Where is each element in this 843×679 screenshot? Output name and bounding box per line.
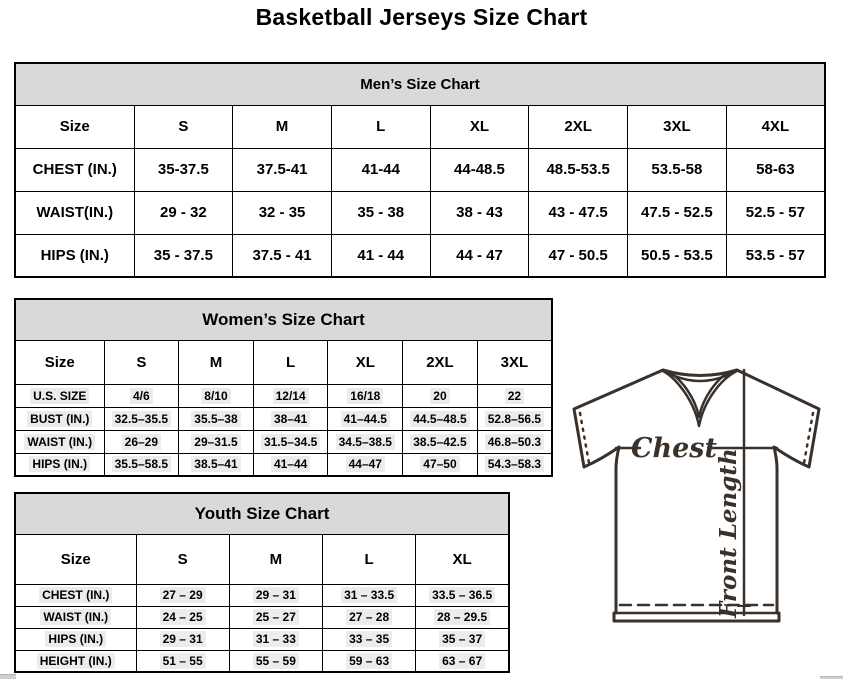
youth-row-label-text: WAIST (IN.) bbox=[40, 609, 111, 625]
mens-value-cell bbox=[233, 234, 332, 277]
womens-column-header: 2XL bbox=[403, 340, 478, 384]
mens-data-row bbox=[15, 234, 825, 277]
womens-value-cell bbox=[104, 407, 179, 430]
womens-row-label bbox=[15, 384, 104, 407]
womens-value-text: 34.5–38.5 bbox=[336, 434, 395, 450]
youth-value-text: 29 – 31 bbox=[253, 587, 299, 603]
womens-row-label bbox=[15, 407, 104, 430]
mens-row-label bbox=[15, 234, 134, 277]
womens-band-row bbox=[15, 299, 552, 340]
youth-column-header: M bbox=[229, 534, 322, 584]
mens-value-cell bbox=[430, 191, 529, 234]
mens-value-cell bbox=[529, 148, 628, 191]
womens-value-cell bbox=[179, 430, 254, 453]
mens-value-text: 44-48.5 bbox=[454, 161, 505, 178]
mens-value-text: 53.5 - 57 bbox=[745, 246, 805, 264]
womens-value-cell bbox=[328, 430, 403, 453]
womens-column-header: S bbox=[104, 340, 179, 384]
mens-value-text: 50.5 - 53.5 bbox=[641, 246, 713, 264]
mens-value-cell bbox=[134, 191, 233, 234]
youth-data-row bbox=[15, 628, 509, 650]
chest-label: Chest bbox=[631, 433, 717, 464]
youth-value-text: 55 – 59 bbox=[253, 653, 299, 669]
youth-value-cell bbox=[416, 650, 509, 672]
mens-band-row bbox=[15, 63, 825, 105]
youth-value-cell bbox=[229, 584, 322, 606]
womens-value-cell bbox=[477, 453, 552, 476]
youth-data-row bbox=[15, 606, 509, 628]
mens-value-text: 38 - 43 bbox=[456, 204, 503, 221]
jersey-measurement-diagram bbox=[556, 362, 832, 628]
youth-value-text: 31 – 33 bbox=[253, 631, 299, 647]
womens-value-cell bbox=[104, 384, 179, 407]
womens-value-text: 29–31.5 bbox=[191, 434, 240, 450]
womens-value-text: 47–50 bbox=[420, 456, 459, 472]
mens-value-cell bbox=[726, 191, 825, 234]
womens-data-row bbox=[15, 384, 552, 407]
mens-value-text: 52.5 - 57 bbox=[745, 204, 805, 221]
mens-value-text: 32 - 35 bbox=[258, 204, 306, 221]
youth-value-cell bbox=[229, 606, 322, 628]
mens-row-label-text: CHEST (IN.) bbox=[32, 161, 117, 178]
womens-value-cell bbox=[403, 453, 478, 476]
youth-value-text: 35 – 37 bbox=[439, 631, 485, 647]
womens-value-text: 44.5–48.5 bbox=[410, 411, 469, 427]
womens-value-cell bbox=[179, 453, 254, 476]
mens-value-cell bbox=[233, 148, 332, 191]
mens-value-text: 35 - 37.5 bbox=[153, 246, 213, 264]
mens-value-cell bbox=[628, 234, 727, 277]
youth-row-label bbox=[15, 584, 136, 606]
womens-column-header: Size bbox=[15, 340, 104, 384]
youth-column-header-row bbox=[15, 534, 509, 584]
mens-value-text: 35-37.5 bbox=[157, 161, 209, 178]
mens-column-header: 2XL bbox=[529, 105, 628, 148]
mens-row-label-text: WAIST(IN.) bbox=[36, 204, 114, 221]
womens-column-header: XL bbox=[328, 340, 403, 384]
jersey-collar-inner-v bbox=[669, 372, 729, 417]
mens-value-cell bbox=[628, 148, 727, 191]
youth-value-text: 24 – 25 bbox=[160, 609, 206, 625]
mens-column-header: L bbox=[331, 105, 430, 148]
womens-value-cell bbox=[253, 430, 328, 453]
womens-column-header-row bbox=[15, 340, 552, 384]
mens-value-cell bbox=[430, 234, 529, 277]
womens-value-cell bbox=[477, 430, 552, 453]
womens-column-header: L bbox=[253, 340, 328, 384]
mens-value-cell bbox=[529, 191, 628, 234]
youth-value-text: 27 – 29 bbox=[160, 587, 206, 603]
youth-value-text: 33 – 35 bbox=[346, 631, 392, 647]
womens-value-text: 44–47 bbox=[346, 456, 385, 472]
womens-column-header: M bbox=[179, 340, 254, 384]
mens-column-header: XL bbox=[430, 105, 529, 148]
youth-value-cell bbox=[136, 628, 229, 650]
womens-value-text: 22 bbox=[505, 388, 524, 404]
youth-value-text: 29 – 31 bbox=[160, 631, 206, 647]
youth-value-cell bbox=[229, 650, 322, 672]
youth-value-cell bbox=[323, 606, 416, 628]
mens-column-header: 3XL bbox=[628, 105, 727, 148]
womens-value-text: 41–44 bbox=[271, 456, 310, 472]
womens-value-text: 41–44.5 bbox=[341, 411, 390, 427]
youth-value-text: 51 – 55 bbox=[160, 653, 206, 669]
mens-value-text: 41-44 bbox=[361, 161, 400, 178]
youth-column-header: L bbox=[323, 534, 416, 584]
womens-value-cell bbox=[328, 407, 403, 430]
youth-value-cell bbox=[416, 584, 509, 606]
mens-value-text: 41 - 44 bbox=[357, 246, 405, 264]
youth-chart-title: Youth Size Chart bbox=[15, 493, 509, 534]
mens-data-row bbox=[15, 148, 825, 191]
youth-value-cell bbox=[416, 606, 509, 628]
womens-value-cell bbox=[253, 384, 328, 407]
womens-chart-title: Women’s Size Chart bbox=[15, 299, 552, 340]
youth-value-cell bbox=[136, 650, 229, 672]
mens-row-label bbox=[15, 191, 134, 234]
youth-value-cell bbox=[323, 584, 416, 606]
mens-value-text: 37.5 - 41 bbox=[252, 246, 312, 264]
mens-value-text: 43 - 47.5 bbox=[548, 204, 608, 221]
womens-value-cell bbox=[403, 430, 478, 453]
youth-value-cell bbox=[229, 628, 322, 650]
womens-value-text: 46.8–50.3 bbox=[485, 434, 544, 450]
youth-row-label-text: HEIGHT (IN.) bbox=[37, 653, 115, 669]
womens-size-chart-table bbox=[14, 298, 553, 477]
mens-value-cell bbox=[726, 148, 825, 191]
womens-value-cell bbox=[328, 384, 403, 407]
mens-column-header: S bbox=[134, 105, 233, 148]
mens-row-label bbox=[15, 148, 134, 191]
womens-row-label-text: WAIST (IN.) bbox=[24, 434, 95, 450]
mens-value-text: 47.5 - 52.5 bbox=[641, 204, 713, 221]
youth-value-text: 59 – 63 bbox=[346, 653, 392, 669]
mens-column-header-row bbox=[15, 105, 825, 148]
womens-value-text: 38–41 bbox=[271, 411, 310, 427]
womens-value-text: 26–29 bbox=[122, 434, 161, 450]
mens-value-text: 44 - 47 bbox=[456, 246, 503, 264]
mens-value-text: 58-63 bbox=[756, 161, 795, 178]
womens-value-cell bbox=[179, 407, 254, 430]
womens-row-label-text: BUST (IN.) bbox=[27, 411, 92, 427]
mens-value-text: 48.5-53.5 bbox=[546, 161, 610, 178]
youth-value-text: 33.5 – 36.5 bbox=[429, 587, 495, 603]
mens-value-cell bbox=[233, 191, 332, 234]
womens-row-label bbox=[15, 430, 104, 453]
mens-value-cell bbox=[134, 148, 233, 191]
mens-value-cell bbox=[134, 234, 233, 277]
womens-value-cell bbox=[403, 384, 478, 407]
youth-value-cell bbox=[136, 584, 229, 606]
womens-value-cell bbox=[104, 430, 179, 453]
womens-value-text: 8/10 bbox=[201, 388, 230, 404]
womens-value-text: 4/6 bbox=[130, 388, 153, 404]
womens-data-row bbox=[15, 453, 552, 476]
youth-row-label-text: HIPS (IN.) bbox=[45, 631, 106, 647]
youth-size-chart-table bbox=[14, 492, 510, 673]
mens-value-text: 47 - 50.5 bbox=[548, 246, 608, 264]
mens-value-text: 29 - 32 bbox=[160, 204, 207, 221]
mens-data-row bbox=[15, 191, 825, 234]
youth-value-text: 63 – 67 bbox=[439, 653, 485, 669]
youth-value-cell bbox=[136, 606, 229, 628]
mens-column-header: M bbox=[233, 105, 332, 148]
youth-value-text: 27 – 28 bbox=[346, 609, 392, 625]
mens-value-cell bbox=[726, 234, 825, 277]
youth-column-header: S bbox=[136, 534, 229, 584]
youth-column-header: Size bbox=[15, 534, 136, 584]
mens-value-cell bbox=[430, 148, 529, 191]
mens-value-text: 37.5-41 bbox=[256, 161, 308, 178]
youth-value-cell bbox=[323, 628, 416, 650]
womens-value-text: 32.5–35.5 bbox=[112, 411, 171, 427]
womens-value-cell bbox=[477, 384, 552, 407]
womens-value-cell bbox=[253, 453, 328, 476]
scrollbar-fragment-left bbox=[0, 674, 16, 679]
mens-size-chart-table bbox=[14, 62, 826, 278]
womens-value-cell bbox=[477, 407, 552, 430]
youth-row-label bbox=[15, 650, 136, 672]
youth-row-label bbox=[15, 628, 136, 650]
womens-value-text: 12/14 bbox=[273, 388, 309, 404]
youth-row-label-text: CHEST (IN.) bbox=[39, 587, 112, 603]
womens-value-text: 38.5–41 bbox=[191, 456, 240, 472]
youth-row-label bbox=[15, 606, 136, 628]
womens-value-cell bbox=[104, 453, 179, 476]
womens-row-label bbox=[15, 453, 104, 476]
mens-value-text: 35 - 38 bbox=[357, 204, 405, 221]
mens-value-cell bbox=[529, 234, 628, 277]
womens-column-header: 3XL bbox=[477, 340, 552, 384]
mens-value-cell bbox=[628, 191, 727, 234]
womens-row-label-text: U.S. SIZE bbox=[30, 388, 89, 404]
womens-row-label-text: HIPS (IN.) bbox=[29, 456, 90, 472]
womens-value-cell bbox=[403, 407, 478, 430]
youth-band-row bbox=[15, 493, 509, 534]
womens-value-cell bbox=[253, 407, 328, 430]
youth-value-text: 25 – 27 bbox=[253, 609, 299, 625]
womens-value-cell bbox=[328, 453, 403, 476]
mens-column-header: 4XL bbox=[726, 105, 825, 148]
womens-data-row bbox=[15, 407, 552, 430]
womens-value-cell bbox=[179, 384, 254, 407]
womens-data-row bbox=[15, 430, 552, 453]
mens-row-label-text: HIPS (IN.) bbox=[40, 246, 109, 264]
mens-value-cell bbox=[331, 234, 430, 277]
womens-value-text: 54.3–58.3 bbox=[485, 456, 544, 472]
mens-chart-title: Men’s Size Chart bbox=[15, 63, 825, 105]
youth-data-row bbox=[15, 584, 509, 606]
womens-value-text: 31.5–34.5 bbox=[261, 434, 320, 450]
youth-value-cell bbox=[416, 628, 509, 650]
youth-value-cell bbox=[323, 650, 416, 672]
youth-value-text: 31 – 33.5 bbox=[341, 587, 397, 603]
mens-column-header: Size bbox=[15, 105, 134, 148]
youth-column-header: XL bbox=[416, 534, 509, 584]
front-length-label: Front Length bbox=[715, 448, 742, 618]
womens-value-text: 38.5–42.5 bbox=[410, 434, 469, 450]
womens-value-text: 35.5–38 bbox=[191, 411, 240, 427]
jersey-outline-illustration bbox=[556, 362, 832, 628]
mens-value-cell bbox=[331, 148, 430, 191]
womens-value-text: 16/18 bbox=[347, 388, 383, 404]
youth-data-row bbox=[15, 650, 509, 672]
womens-value-text: 35.5–58.5 bbox=[112, 456, 171, 472]
page-title: Basketball Jerseys Size Chart bbox=[255, 4, 588, 30]
womens-value-text: 20 bbox=[430, 388, 449, 404]
mens-value-text: 53.5-58 bbox=[651, 161, 703, 178]
youth-value-text: 28 – 29.5 bbox=[434, 609, 490, 625]
mens-value-cell bbox=[331, 191, 430, 234]
womens-value-text: 52.8–56.5 bbox=[485, 411, 544, 427]
